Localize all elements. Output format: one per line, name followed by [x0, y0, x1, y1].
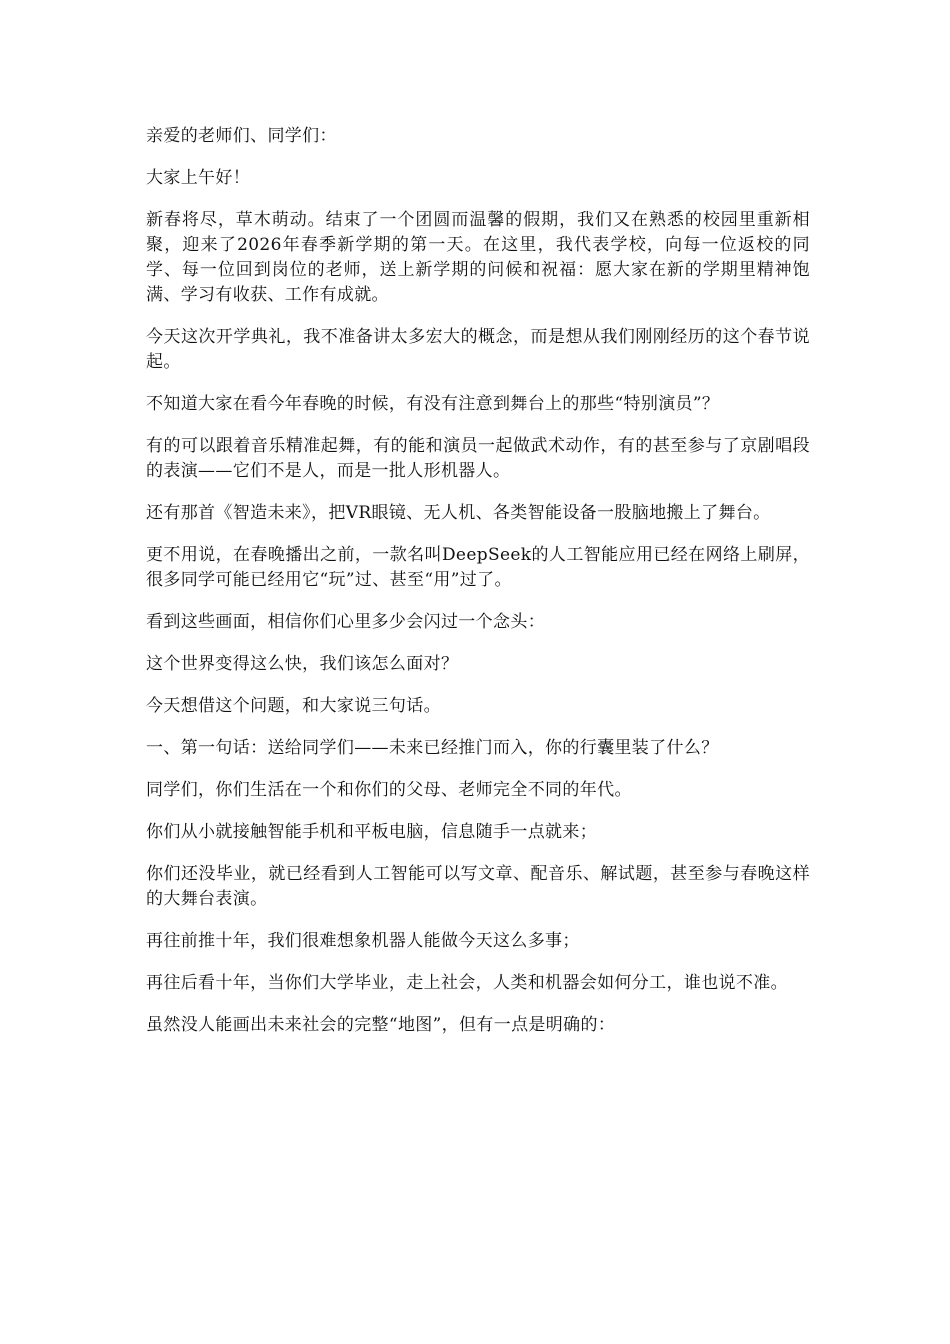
body-paragraph: 同学们，你们生活在一个和你们的父母、老师完全不同的年代。 — [146, 780, 632, 800]
body-paragraph: 再往前推十年，我们很难想象机器人能做今天这么多事； — [146, 931, 580, 951]
body-paragraph: 有的可以跟着音乐精准起舞，有的能和演员一起做武术动作，有的甚至参与了京剧唱段的表演——它们不是人，而是一批人形机器人。 — [146, 436, 810, 481]
body-paragraph: 今天这次开学典礼，我不准备讲太多宏大的概念，而是想从我们刚刚经历的这个春节说起。 — [146, 327, 810, 372]
document-body — [146, 124, 810, 1055]
body-paragraph: 再往后看十年，当你们大学毕业，走上社会，人类和机器会如何分工，谁也说不准。 — [146, 973, 788, 993]
salutation-paragraph: 大家上午好！ — [146, 168, 251, 188]
body-paragraph: 还有那首《智造未来》，把VR眼镜、无人机、各类智能设备一股脑地搬上了舞台。 — [146, 503, 771, 523]
body-paragraph: 虽然没人能画出未来社会的完整“地图”，但有一点是明确的： — [146, 1015, 616, 1035]
body-paragraph: 更不用说，在春晚播出之前，一款名叫DeepSeek的人工智能应用已经在网络上刷屏，很多同学可能已经用它“玩”过、甚至“用”过了。 — [146, 545, 810, 590]
body-paragraph: 这个世界变得这么快，我们该怎么面对？ — [146, 654, 459, 674]
body-paragraph: 看到这些画面，相信你们心里多少会闪过一个念头： — [146, 612, 546, 632]
body-paragraph: 今天想借这个问题，和大家说三句话。 — [146, 696, 441, 716]
body-paragraph: 你们还没毕业，就已经看到人工智能可以写文章、配音乐、解试题，甚至参与春晚这样的大舞台表演。 — [146, 864, 810, 909]
section-heading: 一、第一句话：送给同学们——未来已经推门而入，你的行囊里装了什么？ — [146, 738, 719, 758]
body-paragraph: 不知道大家在看今年春晚的时候，有没有注意到舞台上的那些“特别演员”？ — [146, 394, 720, 414]
greeting-paragraph: 亲爱的老师们、同学们： — [146, 126, 337, 146]
body-paragraph: 你们从小就接触智能手机和平板电脑，信息随手一点就来； — [146, 822, 598, 842]
body-paragraph: 新春将尽，草木萌动。结束了一个团圆而温馨的假期，我们又在熟悉的校园里重新相聚，迎来了2026年春季新学期的第一天。在这里，我代表学校，向每一位返校的同学、每一位回到岗位的老师，送上新学期的问候和祝福：愿大家在新的学期里精神饱满、学习有收获、工作有成就。 — [146, 210, 810, 305]
